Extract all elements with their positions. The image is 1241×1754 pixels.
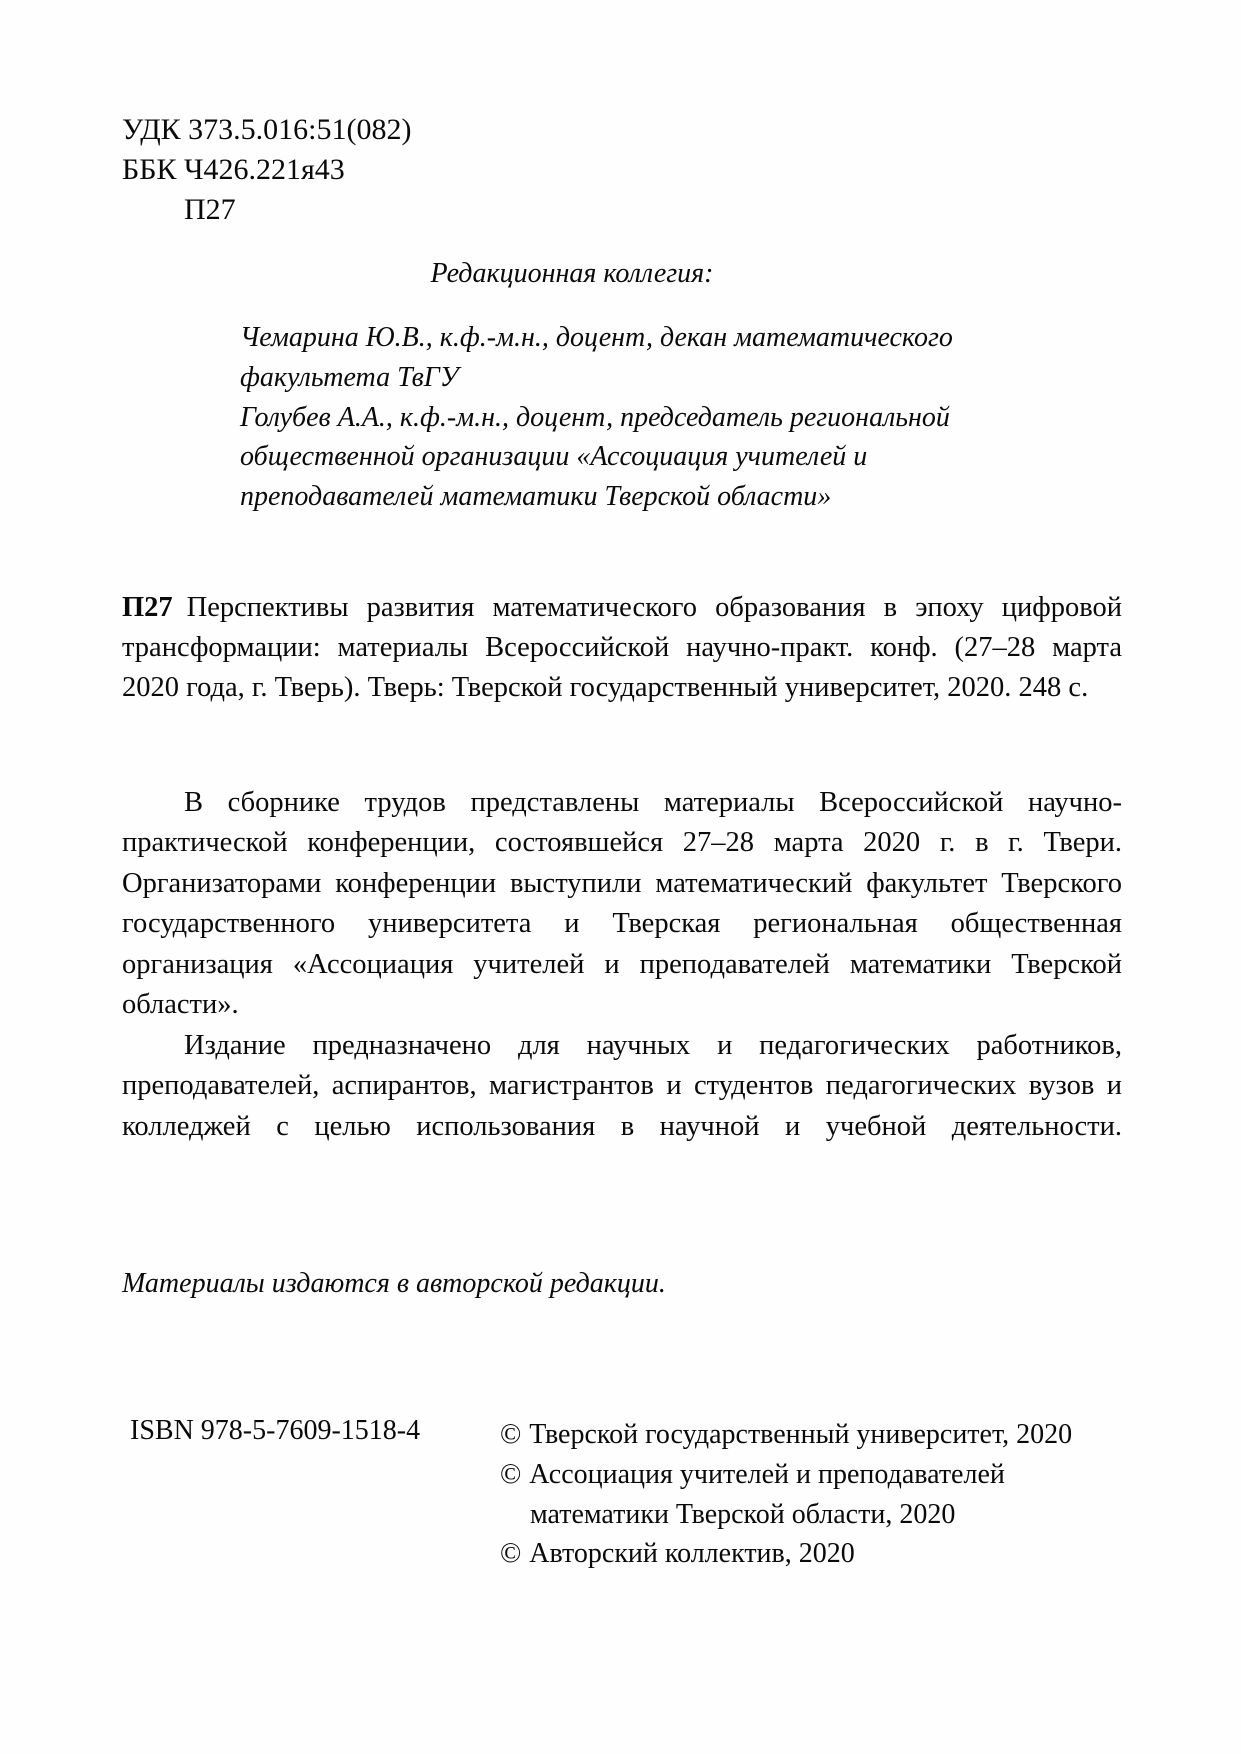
classification-codes (122, 110, 412, 230)
copyright-icon: © (500, 1458, 522, 1490)
copyright-icon: © (500, 1419, 522, 1450)
editorial-note: Материалы издаются в авторской редакции. (122, 1268, 666, 1299)
copyright-line (500, 1455, 1130, 1535)
annotation-paragraph: В сборнике трудов представлены материалы Всероссийской научно-практической конференции, состоявшейся 27–28 марта 2020 г. в г. Твери. Организаторами конференции выступили математический факультет Тверского государственного университета и Тверская региональная общественная организация «Ассоциация учителей и преподавателей математики Тверской области». (122, 787, 1122, 1021)
copyright-holder: Ассоциация учителей и преподавателей математики Тверской области, 2020 (529, 1458, 1005, 1530)
copyright-icon: © (500, 1538, 522, 1570)
bibliographic-record (122, 588, 1122, 708)
bibliographic-record-code: П27 (122, 592, 173, 623)
shelf-code: П27 (184, 192, 236, 226)
copyright-list (500, 1415, 1130, 1574)
bibliographic-record-description: Перспективы развития математического образования в эпоху цифровой трансформации: материалы Всероссийской научно-практ. конф. (27–28 марта 2020 года, г. Тверь). Тверь: Тверской государственный университет, 2020. 248 с. (122, 592, 1122, 703)
editorial-board-list (240, 318, 1030, 517)
bbk-code: ББК Ч426.221я43 (122, 152, 345, 186)
isbn-value: ISBN 978-5-7609-1518-4 (130, 1415, 421, 1446)
copyright-holder: Тверской государственный университет, 2020 (529, 1419, 1073, 1450)
annotation-paragraph: Издание предназначено для научных и педагогических работников, преподавателей, аспирантов, магистрантов и студентов педагогических вузов и колледжей с целью использования в научной и учебной деятельности. (122, 1029, 1122, 1142)
imprint-footer (130, 1415, 1130, 1574)
udk-code: УДК 373.5.016:51(082) (122, 113, 412, 146)
bibliographic-record-text (122, 588, 1122, 708)
copyright-holder: Авторский коллектив, 2020 (529, 1538, 855, 1570)
editorial-board-member: Чемарина Ю.В., к.ф.-м.н., доцент, декан математического факультета ТвГУ (240, 322, 953, 393)
copyright-line (500, 1415, 1130, 1455)
annotation-text (122, 783, 1122, 1188)
editorial-board-heading: Редакционная коллегия: (430, 258, 714, 289)
copyright-line (500, 1534, 1130, 1574)
editorial-board-member: Голубев А.А., к.ф.-м.н., доцент, председатель региональной общественной организации «Ассоциация учителей и преподавателей математики Тверской области» (240, 401, 950, 512)
